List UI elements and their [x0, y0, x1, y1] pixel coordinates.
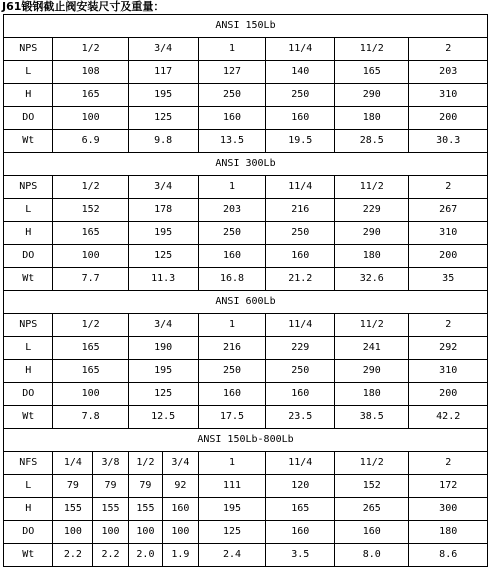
- table-row: [4, 84, 488, 107]
- row-label-cell: NFS: [4, 452, 53, 475]
- table-cell: 160: [266, 521, 335, 544]
- table-cell: 28.5: [335, 130, 409, 153]
- row-label-cell: L: [4, 199, 53, 222]
- table-cell: 21.2: [266, 268, 335, 291]
- table-cell: 42.2: [409, 406, 488, 429]
- table-row: [4, 498, 488, 521]
- table-cell: 11/2: [335, 452, 409, 475]
- valve-spec-table: [3, 14, 488, 567]
- table-row: [4, 107, 488, 130]
- table-cell: 8.6: [409, 544, 488, 567]
- table-cell: 79: [53, 475, 93, 498]
- table-cell: 250: [266, 360, 335, 383]
- table-cell: 310: [409, 222, 488, 245]
- table-cell: 155: [53, 498, 93, 521]
- table-cell: 1/2: [53, 38, 128, 61]
- table-cell: 165: [53, 84, 128, 107]
- table-cell: 241: [335, 337, 409, 360]
- table-cell: 23.5: [266, 406, 335, 429]
- table-cell: 125: [128, 245, 198, 268]
- table-cell: 2.2: [53, 544, 93, 567]
- table-cell: 11/4: [266, 38, 335, 61]
- table-cell: 108: [53, 61, 128, 84]
- row-label-cell: NPS: [4, 38, 53, 61]
- table-cell: 200: [409, 245, 488, 268]
- table-cell: 11/2: [335, 314, 409, 337]
- table-cell: 120: [266, 475, 335, 498]
- table-cell: 1: [198, 38, 266, 61]
- table-cell: 160: [335, 521, 409, 544]
- table-cell: 310: [409, 84, 488, 107]
- table-row: [4, 521, 488, 544]
- section-heading-row: [4, 15, 488, 38]
- table-cell: 125: [128, 383, 198, 406]
- row-label-cell: DO: [4, 107, 53, 130]
- table-cell: 3/4: [128, 314, 198, 337]
- table-cell: 30.3: [409, 130, 488, 153]
- table-cell: 155: [128, 498, 162, 521]
- table-cell: 180: [335, 245, 409, 268]
- table-cell: 250: [198, 84, 266, 107]
- table-cell: 17.5: [198, 406, 266, 429]
- table-cell: 165: [53, 222, 128, 245]
- table-cell: 1/2: [128, 452, 162, 475]
- section-heading-row: [4, 291, 488, 314]
- table-cell: 2: [409, 314, 488, 337]
- row-label-cell: DO: [4, 383, 53, 406]
- table-cell: 250: [198, 222, 266, 245]
- table-cell: 190: [128, 337, 198, 360]
- row-label-cell: H: [4, 360, 53, 383]
- table-cell: 12.5: [128, 406, 198, 429]
- table-cell: 2: [409, 38, 488, 61]
- row-label-cell: NPS: [4, 314, 53, 337]
- table-row: [4, 222, 488, 245]
- table-cell: 267: [409, 199, 488, 222]
- table-cell: 2.2: [93, 544, 128, 567]
- table-row: [4, 544, 488, 567]
- table-cell: 165: [53, 337, 128, 360]
- table-cell: 1/4: [53, 452, 93, 475]
- table-cell: 11/4: [266, 314, 335, 337]
- table-cell: 310: [409, 360, 488, 383]
- table-cell: 38.5: [335, 406, 409, 429]
- table-cell: 195: [198, 498, 266, 521]
- size-header-row: [4, 314, 488, 337]
- table-cell: 100: [163, 521, 198, 544]
- table-cell: 160: [198, 107, 266, 130]
- table-cell: 1/2: [53, 314, 128, 337]
- table-cell: 180: [335, 383, 409, 406]
- size-header-row: [4, 176, 488, 199]
- page-title: J61锻钢截止阀安装尺寸及重量：: [2, 0, 165, 13]
- table-cell: 3/8: [93, 452, 128, 475]
- table-cell: 8.0: [335, 544, 409, 567]
- table-cell: 2: [409, 176, 488, 199]
- table-cell: 200: [409, 107, 488, 130]
- table-cell: 2.0: [128, 544, 162, 567]
- table-cell: 3/4: [128, 38, 198, 61]
- table-cell: 290: [335, 222, 409, 245]
- row-label-cell: L: [4, 61, 53, 84]
- section-heading-row: [4, 429, 488, 452]
- table-cell: 9.8: [128, 130, 198, 153]
- table-cell: 3.5: [266, 544, 335, 567]
- table-cell: 111: [198, 475, 266, 498]
- row-label-cell: Wt: [4, 544, 53, 567]
- table-cell: 165: [266, 498, 335, 521]
- table-cell: 229: [335, 199, 409, 222]
- table-cell: 290: [335, 360, 409, 383]
- row-label-cell: H: [4, 498, 53, 521]
- table-cell: 100: [93, 521, 128, 544]
- section-heading: ANSI 300Lb: [4, 153, 488, 176]
- table-cell: 125: [128, 107, 198, 130]
- table-cell: 160: [266, 245, 335, 268]
- table-row: [4, 245, 488, 268]
- table-cell: 7.8: [53, 406, 128, 429]
- row-label-cell: DO: [4, 521, 53, 544]
- table-cell: 292: [409, 337, 488, 360]
- table-cell: 11/2: [335, 38, 409, 61]
- table-cell: 155: [93, 498, 128, 521]
- table-cell: 2: [409, 452, 488, 475]
- table-cell: 1.9: [163, 544, 198, 567]
- table-cell: 180: [409, 521, 488, 544]
- table-cell: 100: [53, 107, 128, 130]
- size-header-row: [4, 452, 488, 475]
- section-heading-row: [4, 153, 488, 176]
- table-cell: 11/4: [266, 176, 335, 199]
- table-cell: 79: [93, 475, 128, 498]
- table-cell: 160: [163, 498, 198, 521]
- row-label-cell: Wt: [4, 406, 53, 429]
- table-cell: 92: [163, 475, 198, 498]
- table-row: [4, 61, 488, 84]
- table-cell: 250: [266, 222, 335, 245]
- table-cell: 3/4: [163, 452, 198, 475]
- section-heading: ANSI 150Lb: [4, 15, 488, 38]
- table-cell: 100: [53, 245, 128, 268]
- row-label-cell: Wt: [4, 268, 53, 291]
- table-cell: 32.6: [335, 268, 409, 291]
- table-cell: 290: [335, 84, 409, 107]
- table-row: [4, 268, 488, 291]
- table-cell: 1: [198, 314, 266, 337]
- table-cell: 11/2: [335, 176, 409, 199]
- table-row: [4, 337, 488, 360]
- table-cell: 229: [266, 337, 335, 360]
- table-cell: 152: [53, 199, 128, 222]
- table-cell: 3/4: [128, 176, 198, 199]
- table-cell: 100: [53, 383, 128, 406]
- row-label-cell: H: [4, 84, 53, 107]
- size-header-row: [4, 38, 488, 61]
- table-cell: 165: [53, 360, 128, 383]
- table-cell: 1: [198, 176, 266, 199]
- table-cell: 195: [128, 222, 198, 245]
- table-cell: 117: [128, 61, 198, 84]
- table-cell: 7.7: [53, 268, 128, 291]
- table-row: [4, 475, 488, 498]
- table-cell: 200: [409, 383, 488, 406]
- table-cell: 2.4: [198, 544, 266, 567]
- row-label-cell: NPS: [4, 176, 53, 199]
- table-cell: 127: [198, 61, 266, 84]
- table-cell: 165: [335, 61, 409, 84]
- table-row: [4, 199, 488, 222]
- table-cell: 265: [335, 498, 409, 521]
- table-cell: 172: [409, 475, 488, 498]
- table-row: [4, 360, 488, 383]
- table-cell: 1/2: [53, 176, 128, 199]
- table-cell: 16.8: [198, 268, 266, 291]
- table-cell: 178: [128, 199, 198, 222]
- table-cell: 6.9: [53, 130, 128, 153]
- table-row: [4, 130, 488, 153]
- table-row: [4, 406, 488, 429]
- table-cell: 100: [53, 521, 93, 544]
- table-cell: 11/4: [266, 452, 335, 475]
- table-cell: 160: [198, 383, 266, 406]
- table-cell: 11.3: [128, 268, 198, 291]
- table-cell: 195: [128, 84, 198, 107]
- table-cell: 100: [128, 521, 162, 544]
- table-cell: 216: [266, 199, 335, 222]
- table-cell: 140: [266, 61, 335, 84]
- table-cell: 203: [198, 199, 266, 222]
- row-label-cell: DO: [4, 245, 53, 268]
- row-label-cell: L: [4, 475, 53, 498]
- row-label-cell: H: [4, 222, 53, 245]
- table-cell: 250: [198, 360, 266, 383]
- table-cell: 1: [198, 452, 266, 475]
- table-cell: 250: [266, 84, 335, 107]
- table-cell: 216: [198, 337, 266, 360]
- section-heading: ANSI 150Lb-800Lb: [4, 429, 488, 452]
- table-cell: 180: [335, 107, 409, 130]
- table-cell: 160: [198, 245, 266, 268]
- table-cell: 160: [266, 107, 335, 130]
- table-cell: 19.5: [266, 130, 335, 153]
- table-cell: 195: [128, 360, 198, 383]
- table-cell: 79: [128, 475, 162, 498]
- section-heading: ANSI 600Lb: [4, 291, 488, 314]
- row-label-cell: L: [4, 337, 53, 360]
- table-cell: 35: [409, 268, 488, 291]
- table-cell: 300: [409, 498, 488, 521]
- table-cell: 13.5: [198, 130, 266, 153]
- table-row: [4, 383, 488, 406]
- table-cell: 125: [198, 521, 266, 544]
- table-cell: 152: [335, 475, 409, 498]
- table-cell: 160: [266, 383, 335, 406]
- table-cell: 203: [409, 61, 488, 84]
- row-label-cell: Wt: [4, 130, 53, 153]
